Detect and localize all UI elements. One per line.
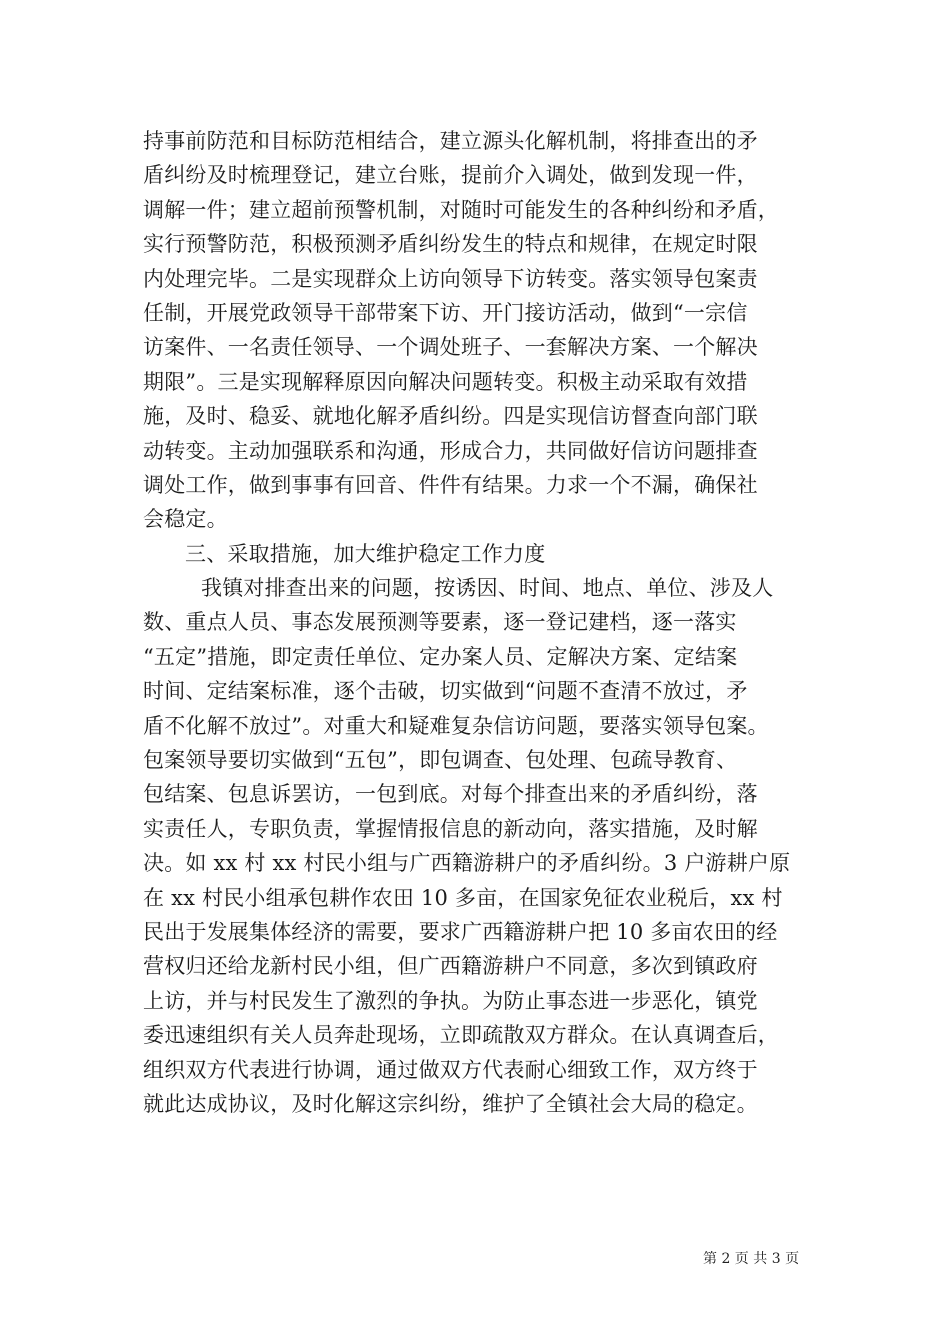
text-line: 时间、定结案标准，逐个击破，切实做到“问题不查清不放过，矛 (143, 679, 748, 704)
text-line: 民出于发展集体经济的需要，要求广西籍游耕户把 10 多亩农田的经 (143, 919, 778, 944)
text-line: 调处工作，做到事事有回音、件件有结果。力求一个不漏，确保社 (143, 472, 758, 497)
section-heading: 三、采取措施，加大维护稳定工作力度 (185, 541, 546, 566)
text-line: 数、重点人员、事态发展预测等要素，逐一登记建档，逐一落实 (143, 610, 737, 635)
text-line: 包案领导要切实做到“五包”，即包调查、包处理、包疏导教育、 (143, 748, 738, 773)
text-line: 访案件、一名责任领导、一个调处班子、一套解决方案、一个解决 (143, 335, 758, 360)
text-line: 在 xx 村民小组承包耕作农田 10 多亩，在国家免征农业税后，xx 村 (143, 885, 783, 910)
text-line: 任制，开展党政领导干部带案下访、开门接访活动，做到“一宗信 (143, 300, 748, 325)
text-line: 盾纠纷及时梳理登记，建立台账，提前介入调处，做到发现一件， (143, 163, 758, 188)
text-line: 盾不化解不放过”。对重大和疑难复杂信访问题，要落实领导包案。 (143, 713, 769, 738)
text-line: 包结案、包息诉罢访，一包到底。对每个排查出来的矛盾纠纷，落 (143, 782, 758, 807)
page-number: 第 2 页 共 3 页 (703, 1251, 800, 1267)
text-line: 组织双方代表进行协调，通过做双方代表耐心细致工作，双方终于 (143, 1057, 758, 1082)
text-line: 施，及时、稳妥、就地化解矛盾纠纷。四是实现信访督查向部门联 (143, 404, 758, 429)
text-line: 实责任人，专职负责，掌握情报信息的新动向，落实措施，及时解 (143, 816, 758, 841)
text-line: 上访，并与村民发生了激烈的争执。为防止事态进一步恶化，镇党 (143, 988, 758, 1013)
body-text (143, 124, 811, 1121)
text-line: 营权归还给龙新村民小组，但广西籍游耕户不同意，多次到镇政府 (143, 954, 758, 979)
text-line: 会稳定。 (143, 507, 228, 532)
text-line: 委迅速组织有关人员奔赴现场，立即疏散双方群众。在认真调查后， (143, 1023, 779, 1048)
paragraph-first-line: 我镇对排查出来的问题，按诱因、时间、地点、单位、涉及人 (201, 576, 774, 601)
text-line: 就此达成协议，及时化解这宗纠纷，维护了全镇社会大局的稳定。 (143, 1091, 758, 1116)
text-line: 实行预警防范，积极预测矛盾纠纷发生的特点和规律，在规定时限 (143, 232, 758, 257)
text-line: 期限”。三是实现解释原因向解决问题转变。积极主动采取有效措 (143, 369, 748, 394)
text-line: 内处理完毕。二是实现群众上访向领导下访转变。落实领导包案责 (143, 266, 758, 291)
text-line: 动转变。主动加强联系和沟通，形成合力，共同做好信访问题排查 (143, 438, 758, 463)
text-line: 持事前防范和目标防范相结合，建立源头化解机制，将排查出的矛 (143, 129, 758, 153)
text-line: 决。如 xx 村 xx 村民小组与广西籍游耕户的矛盾纠纷。3 户游耕户原 (143, 851, 791, 876)
text-line: “五定”措施，即定责任单位、定办案人员、定解决方案、定结案 (143, 644, 738, 669)
text-line: 调解一件；建立超前预警机制，对随时可能发生的各种纠纷和矛盾， (143, 197, 779, 222)
